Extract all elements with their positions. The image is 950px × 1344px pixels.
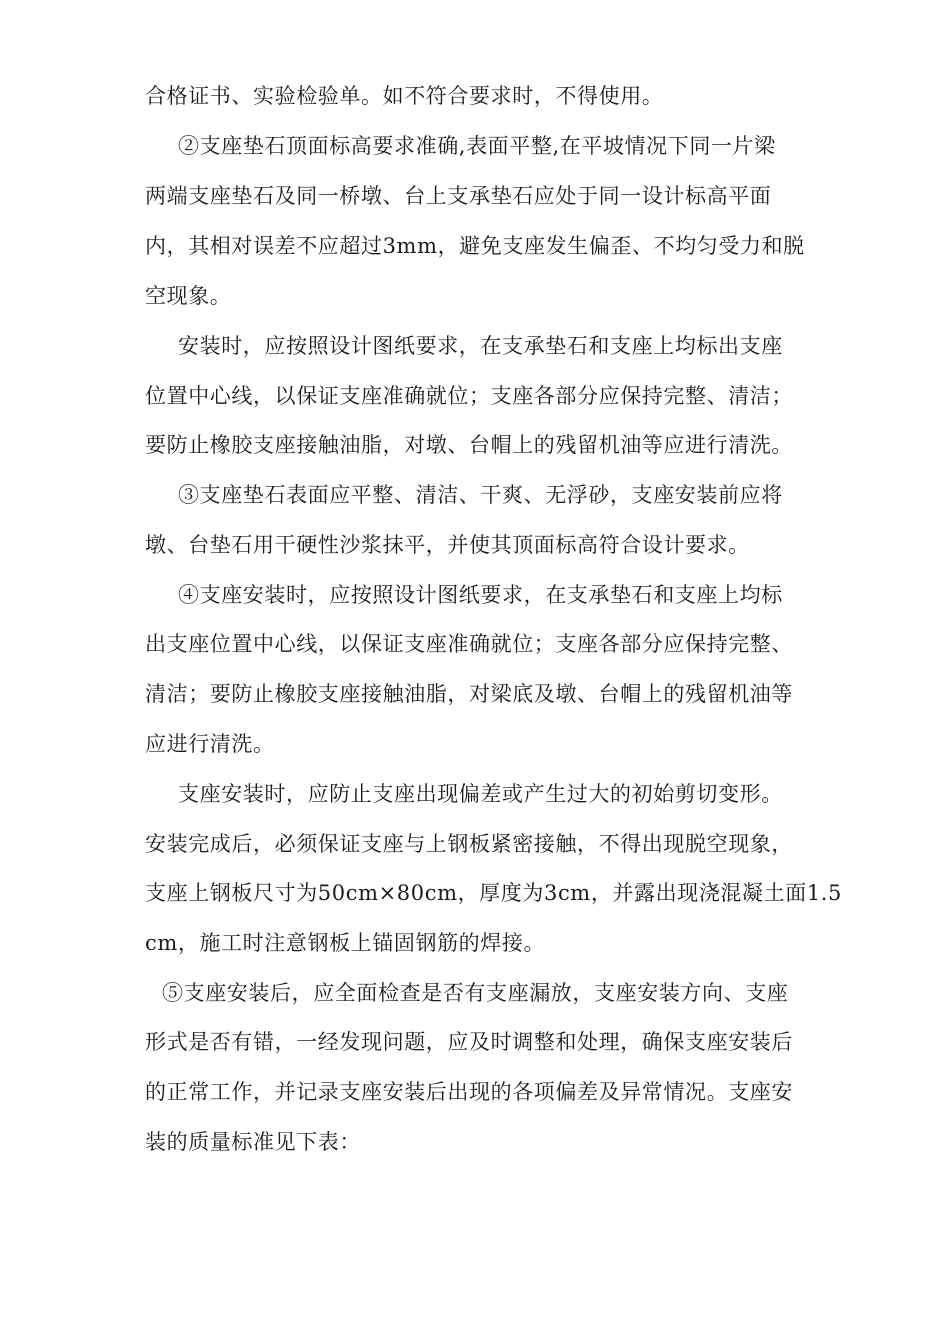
text-line: 墩、台垫石用干硬性沙浆抹平，并使其顶面标高符合设计要求。 (145, 533, 750, 557)
text-line: ③支座垫石表面应平整、清洁、干爽、无浮砂，支座安装前应将 (178, 483, 783, 507)
text-line: 位置中心线，以保证支座准确就位；支座各部分应保持完整、清洁； (145, 384, 793, 408)
text-line: 应进行清洗。 (145, 732, 275, 756)
text-line: cm，施工时注意钢板上锚固钢筋的焊接。 (145, 931, 546, 955)
text-line: 的正常工作，并记录支座安装后出现的各项偏差及异常情况。支座安 (145, 1080, 793, 1104)
text-line: 形式是否有错，一经发现问题，应及时调整和处理，确保支座安装后 (145, 1030, 793, 1054)
text-line: ⑤支座安装后，应全面检查是否有支座漏放，支座安装方向、支座 (162, 981, 789, 1005)
text-line: 支座安装时，应防止支座出现偏差或产生过大的初始剪切变形。 (178, 782, 783, 806)
text-line: 出支座位置中心线，以保证支座准确就位；支座各部分应保持完整、 (145, 632, 793, 656)
text-line: 内，其相对误差不应超过3mm，避免支座发生偏歪、不均匀受力和脱 (145, 234, 805, 258)
text-line: 空现象。 (145, 284, 232, 308)
text-line: 合格证书、实验检验单。如不符合要求时，不得使用。 (145, 84, 664, 108)
text-line: 支座上钢板尺寸为50cm×80cm，厚度为3cm，并露出现浇混凝土面1.5 (145, 881, 843, 905)
text-line: 安装时，应按照设计图纸要求，在支承垫石和支座上均标出支座 (178, 334, 783, 358)
text-line: 安装完成后，必须保证支座与上钢板紧密接触，不得出现脱空现象， (145, 832, 793, 856)
text-line: ④支座安装时，应按照设计图纸要求，在支承垫石和支座上均标 (178, 583, 783, 607)
text-line: ②支座垫石顶面标高要求准确,表面平整,在平坡情况下同一片梁 (178, 134, 776, 158)
text-line: 清洁；要防止橡胶支座接触油脂，对梁底及墩、台帽上的残留机油等 (145, 682, 793, 706)
text-line: 装的质量标准见下表： (145, 1130, 361, 1154)
text-line: 两端支座垫石及同一桥墩、台上支承垫石应处于同一设计标高平面 (145, 184, 772, 208)
text-line: 要防止橡胶支座接触油脂，对墩、台帽上的残留机油等应进行清洗。 (145, 433, 793, 457)
